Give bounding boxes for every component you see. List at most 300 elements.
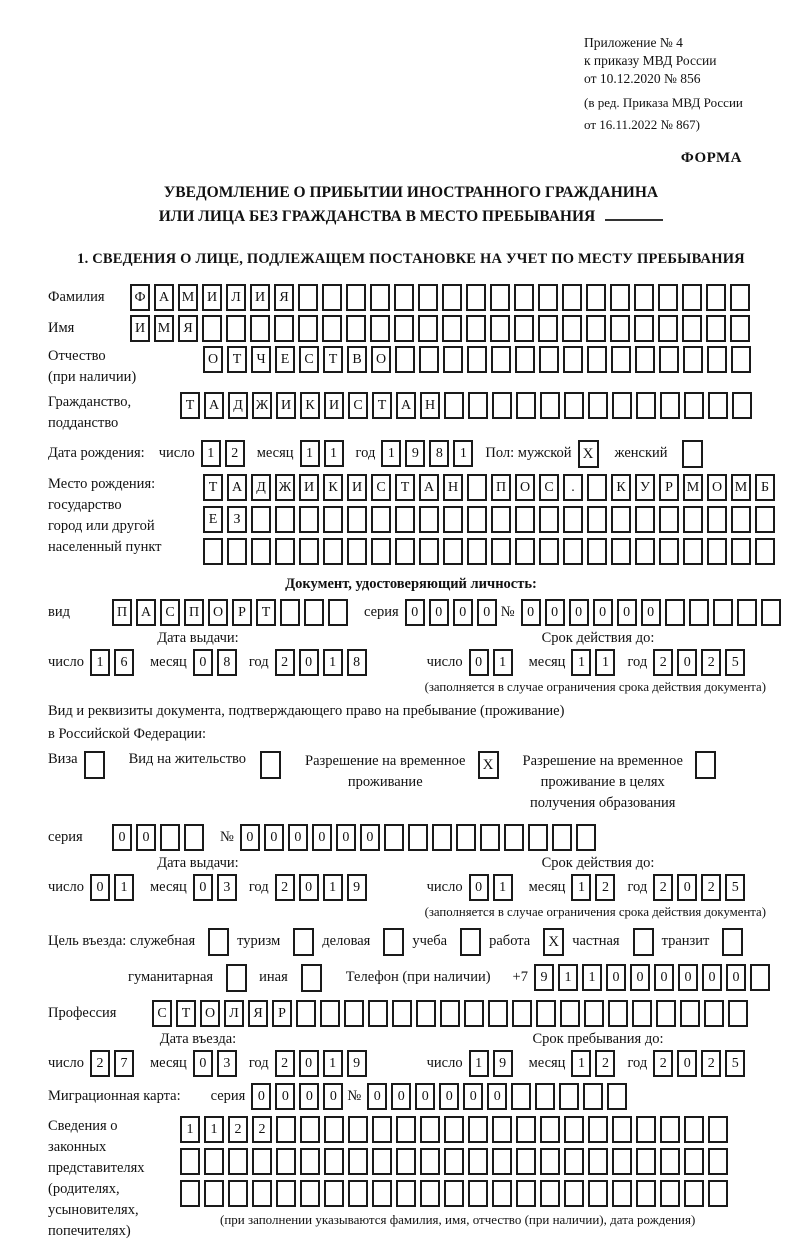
char-box[interactable]: Е	[275, 346, 295, 373]
female-checkbox[interactable]	[682, 440, 703, 468]
char-box[interactable]: П	[491, 474, 511, 501]
char-box[interactable]: 2	[90, 1050, 110, 1077]
char-box[interactable]: 1	[90, 649, 110, 676]
char-box[interactable]	[347, 538, 367, 565]
char-box[interactable]	[730, 315, 750, 342]
humanitarian-checkbox[interactable]	[226, 964, 247, 992]
char-box[interactable]	[562, 315, 582, 342]
char-box[interactable]	[708, 1180, 728, 1207]
char-box[interactable]	[588, 1148, 608, 1175]
char-box[interactable]: Р	[272, 1000, 292, 1027]
char-box[interactable]	[682, 315, 702, 342]
char-box[interactable]	[683, 346, 703, 373]
char-box[interactable]	[444, 392, 464, 419]
char-box[interactable]: И	[250, 284, 270, 311]
char-box[interactable]: 1	[300, 440, 320, 467]
char-box[interactable]	[466, 284, 486, 311]
char-box[interactable]	[586, 315, 606, 342]
char-box[interactable]: 1	[324, 440, 344, 467]
char-box[interactable]: 2	[653, 649, 673, 676]
char-box[interactable]	[660, 392, 680, 419]
char-box[interactable]	[516, 1180, 536, 1207]
char-box[interactable]	[444, 1148, 464, 1175]
char-box[interactable]	[588, 392, 608, 419]
char-box[interactable]	[635, 538, 655, 565]
char-box[interactable]	[419, 346, 439, 373]
char-box[interactable]: 1	[493, 874, 513, 901]
private-checkbox[interactable]	[633, 928, 654, 956]
char-box[interactable]	[492, 1148, 512, 1175]
char-box[interactable]	[732, 392, 752, 419]
char-box[interactable]	[444, 1180, 464, 1207]
char-box[interactable]: Д	[228, 392, 248, 419]
char-box[interactable]	[396, 1180, 416, 1207]
char-box[interactable]	[684, 1148, 704, 1175]
char-box[interactable]	[559, 1083, 579, 1110]
char-box[interactable]: 2	[225, 440, 245, 467]
char-box[interactable]: 0	[405, 599, 425, 626]
char-box[interactable]	[750, 964, 770, 991]
char-box[interactable]: А	[396, 392, 416, 419]
char-box[interactable]	[419, 538, 439, 565]
char-box[interactable]: 2	[275, 874, 295, 901]
char-box[interactable]: Б	[755, 474, 775, 501]
char-box[interactable]: 1	[595, 649, 615, 676]
char-box[interactable]	[464, 1000, 484, 1027]
char-box[interactable]: 5	[725, 649, 745, 676]
char-box[interactable]	[468, 392, 488, 419]
char-box[interactable]	[635, 346, 655, 373]
char-box[interactable]	[228, 1180, 248, 1207]
char-box[interactable]	[707, 346, 727, 373]
char-box[interactable]	[468, 1148, 488, 1175]
char-box[interactable]: 2	[701, 1050, 721, 1077]
char-box[interactable]	[344, 1000, 364, 1027]
char-box[interactable]: 9	[347, 874, 367, 901]
char-box[interactable]: М	[731, 474, 751, 501]
char-box[interactable]	[552, 824, 572, 851]
char-box[interactable]	[396, 1148, 416, 1175]
char-box[interactable]	[539, 538, 559, 565]
char-box[interactable]	[683, 506, 703, 533]
char-box[interactable]: Я	[248, 1000, 268, 1027]
char-box[interactable]: 0	[193, 1050, 213, 1077]
char-box[interactable]	[761, 599, 781, 626]
char-box[interactable]: К	[300, 392, 320, 419]
char-box[interactable]	[540, 1116, 560, 1143]
char-box[interactable]	[420, 1180, 440, 1207]
char-box[interactable]: П	[184, 599, 204, 626]
business-checkbox[interactable]	[383, 928, 404, 956]
char-box[interactable]: А	[204, 392, 224, 419]
char-box[interactable]	[713, 599, 733, 626]
char-box[interactable]	[328, 599, 348, 626]
char-box[interactable]: Т	[395, 474, 415, 501]
char-box[interactable]: 1	[323, 874, 343, 901]
char-box[interactable]	[298, 315, 318, 342]
char-box[interactable]	[586, 284, 606, 311]
char-box[interactable]: У	[635, 474, 655, 501]
char-box[interactable]: 0	[275, 1083, 295, 1110]
temp-residence-checkbox[interactable]: X	[478, 751, 499, 779]
char-box[interactable]: Р	[659, 474, 679, 501]
char-box[interactable]	[730, 284, 750, 311]
char-box[interactable]: 0	[630, 964, 650, 991]
char-box[interactable]: О	[208, 599, 228, 626]
char-box[interactable]: 2	[275, 649, 295, 676]
char-box[interactable]	[659, 346, 679, 373]
char-box[interactable]	[298, 284, 318, 311]
char-box[interactable]: 2	[595, 1050, 615, 1077]
char-box[interactable]	[442, 284, 462, 311]
char-box[interactable]	[636, 392, 656, 419]
char-box[interactable]	[346, 284, 366, 311]
char-box[interactable]	[514, 315, 534, 342]
char-box[interactable]	[322, 315, 342, 342]
char-box[interactable]	[274, 315, 294, 342]
char-box[interactable]: 0	[477, 599, 497, 626]
char-box[interactable]	[636, 1148, 656, 1175]
char-box[interactable]: Я	[178, 315, 198, 342]
char-box[interactable]: 0	[463, 1083, 483, 1110]
char-box[interactable]	[587, 538, 607, 565]
char-box[interactable]: А	[419, 474, 439, 501]
char-box[interactable]	[204, 1148, 224, 1175]
char-box[interactable]	[665, 599, 685, 626]
char-box[interactable]	[228, 1148, 248, 1175]
char-box[interactable]: П	[112, 599, 132, 626]
char-box[interactable]	[491, 538, 511, 565]
transit-checkbox[interactable]	[722, 928, 743, 956]
char-box[interactable]	[299, 538, 319, 565]
char-box[interactable]	[384, 824, 404, 851]
char-box[interactable]: 0	[360, 824, 380, 851]
char-box[interactable]	[468, 1116, 488, 1143]
char-box[interactable]: Е	[203, 506, 223, 533]
char-box[interactable]: 0	[288, 824, 308, 851]
char-box[interactable]	[370, 284, 390, 311]
char-box[interactable]	[323, 506, 343, 533]
char-box[interactable]	[480, 824, 500, 851]
char-box[interactable]	[634, 315, 654, 342]
char-box[interactable]: Д	[251, 474, 271, 501]
char-box[interactable]: 0	[112, 824, 132, 851]
char-box[interactable]	[755, 538, 775, 565]
char-box[interactable]	[250, 315, 270, 342]
char-box[interactable]: 1	[571, 649, 591, 676]
char-box[interactable]	[583, 1083, 603, 1110]
char-box[interactable]	[588, 1116, 608, 1143]
char-box[interactable]	[251, 538, 271, 565]
char-box[interactable]	[467, 346, 487, 373]
char-box[interactable]: 1	[558, 964, 578, 991]
char-box[interactable]	[704, 1000, 724, 1027]
char-box[interactable]	[540, 392, 560, 419]
char-box[interactable]	[504, 824, 524, 851]
char-box[interactable]	[611, 506, 631, 533]
char-box[interactable]	[418, 284, 438, 311]
char-box[interactable]: 1	[493, 649, 513, 676]
char-box[interactable]	[563, 538, 583, 565]
char-box[interactable]	[467, 538, 487, 565]
char-box[interactable]: 2	[252, 1116, 272, 1143]
char-box[interactable]	[584, 1000, 604, 1027]
char-box[interactable]	[737, 599, 757, 626]
char-box[interactable]: 0	[312, 824, 332, 851]
char-box[interactable]: 0	[617, 599, 637, 626]
char-box[interactable]: Ж	[275, 474, 295, 501]
char-box[interactable]	[348, 1148, 368, 1175]
char-box[interactable]: А	[227, 474, 247, 501]
char-box[interactable]: Т	[323, 346, 343, 373]
char-box[interactable]	[515, 346, 535, 373]
char-box[interactable]: 0	[193, 874, 213, 901]
char-box[interactable]	[456, 824, 476, 851]
char-box[interactable]	[731, 538, 751, 565]
char-box[interactable]: 0	[521, 599, 541, 626]
char-box[interactable]	[419, 506, 439, 533]
char-box[interactable]	[514, 284, 534, 311]
char-box[interactable]: 0	[569, 599, 589, 626]
char-box[interactable]: 6	[114, 649, 134, 676]
char-box[interactable]	[535, 1083, 555, 1110]
char-box[interactable]	[443, 538, 463, 565]
char-box[interactable]	[346, 315, 366, 342]
char-box[interactable]: Т	[372, 392, 392, 419]
char-box[interactable]: 8	[429, 440, 449, 467]
char-box[interactable]: Т	[203, 474, 223, 501]
char-box[interactable]	[538, 284, 558, 311]
char-box[interactable]: С	[371, 474, 391, 501]
char-box[interactable]	[707, 538, 727, 565]
char-box[interactable]	[563, 346, 583, 373]
char-box[interactable]	[636, 1180, 656, 1207]
char-box[interactable]	[540, 1148, 560, 1175]
char-box[interactable]: 0	[439, 1083, 459, 1110]
char-box[interactable]	[658, 284, 678, 311]
char-box[interactable]: 9	[405, 440, 425, 467]
char-box[interactable]: 0	[606, 964, 626, 991]
char-box[interactable]	[372, 1148, 392, 1175]
char-box[interactable]	[511, 1083, 531, 1110]
char-box[interactable]	[611, 538, 631, 565]
char-box[interactable]	[276, 1116, 296, 1143]
char-box[interactable]	[227, 538, 247, 565]
char-box[interactable]: 3	[217, 874, 237, 901]
residence-permit-checkbox[interactable]	[260, 751, 281, 779]
char-box[interactable]	[418, 315, 438, 342]
char-box[interactable]: 0	[90, 874, 110, 901]
char-box[interactable]	[659, 538, 679, 565]
char-box[interactable]: Л	[226, 284, 246, 311]
char-box[interactable]	[612, 392, 632, 419]
char-box[interactable]: Ж	[252, 392, 272, 419]
char-box[interactable]	[515, 506, 535, 533]
char-box[interactable]: 0	[678, 964, 698, 991]
char-box[interactable]: 1	[469, 1050, 489, 1077]
char-box[interactable]	[348, 1180, 368, 1207]
work-checkbox[interactable]: X	[543, 928, 564, 956]
char-box[interactable]	[468, 1180, 488, 1207]
char-box[interactable]	[443, 506, 463, 533]
char-box[interactable]: 1	[323, 649, 343, 676]
char-box[interactable]: 1	[204, 1116, 224, 1143]
char-box[interactable]	[536, 1000, 556, 1027]
char-box[interactable]	[684, 392, 704, 419]
char-box[interactable]: О	[371, 346, 391, 373]
char-box[interactable]	[731, 506, 751, 533]
char-box[interactable]	[324, 1148, 344, 1175]
char-box[interactable]: О	[707, 474, 727, 501]
purpose-official-checkbox[interactable]	[208, 928, 229, 956]
char-box[interactable]: 0	[469, 874, 489, 901]
char-box[interactable]	[444, 1116, 464, 1143]
char-box[interactable]: И	[130, 315, 150, 342]
other-checkbox[interactable]	[301, 964, 322, 992]
char-box[interactable]	[490, 284, 510, 311]
char-box[interactable]: 0	[336, 824, 356, 851]
char-box[interactable]	[226, 315, 246, 342]
char-box[interactable]: Т	[227, 346, 247, 373]
char-box[interactable]	[755, 506, 775, 533]
char-box[interactable]: С	[152, 1000, 172, 1027]
char-box[interactable]: 1	[114, 874, 134, 901]
char-box[interactable]	[684, 1180, 704, 1207]
char-box[interactable]: И	[276, 392, 296, 419]
char-box[interactable]	[516, 1148, 536, 1175]
char-box[interactable]: 9	[534, 964, 554, 991]
char-box[interactable]	[636, 1116, 656, 1143]
char-box[interactable]	[372, 1116, 392, 1143]
char-box[interactable]	[204, 1180, 224, 1207]
char-box[interactable]	[491, 506, 511, 533]
char-box[interactable]	[467, 506, 487, 533]
char-box[interactable]	[280, 599, 300, 626]
char-box[interactable]: 2	[701, 649, 721, 676]
char-box[interactable]	[300, 1116, 320, 1143]
char-box[interactable]: С	[348, 392, 368, 419]
char-box[interactable]	[442, 315, 462, 342]
char-box[interactable]: 1	[201, 440, 221, 467]
char-box[interactable]	[563, 506, 583, 533]
char-box[interactable]: Л	[224, 1000, 244, 1027]
char-box[interactable]	[515, 538, 535, 565]
char-box[interactable]: Ф	[130, 284, 150, 311]
char-box[interactable]: Т	[180, 392, 200, 419]
char-box[interactable]	[492, 1180, 512, 1207]
char-box[interactable]: 0	[469, 649, 489, 676]
char-box[interactable]: 9	[493, 1050, 513, 1077]
char-box[interactable]: 0	[299, 1050, 319, 1077]
char-box[interactable]	[607, 1083, 627, 1110]
char-box[interactable]	[300, 1148, 320, 1175]
char-box[interactable]: 1	[453, 440, 473, 467]
char-box[interactable]: 0	[677, 649, 697, 676]
char-box[interactable]	[488, 1000, 508, 1027]
char-box[interactable]	[683, 538, 703, 565]
char-box[interactable]: И	[299, 474, 319, 501]
char-box[interactable]: 0	[677, 874, 697, 901]
char-box[interactable]: 1	[571, 874, 591, 901]
char-box[interactable]	[492, 392, 512, 419]
char-box[interactable]: И	[324, 392, 344, 419]
char-box[interactable]: 0	[677, 1050, 697, 1077]
char-box[interactable]	[656, 1000, 676, 1027]
char-box[interactable]	[539, 506, 559, 533]
char-box[interactable]: М	[683, 474, 703, 501]
char-box[interactable]	[538, 315, 558, 342]
char-box[interactable]	[408, 824, 428, 851]
char-box[interactable]: 2	[275, 1050, 295, 1077]
char-box[interactable]	[395, 538, 415, 565]
char-box[interactable]	[160, 824, 180, 851]
char-box[interactable]	[395, 506, 415, 533]
char-box[interactable]: 0	[136, 824, 156, 851]
char-box[interactable]	[275, 506, 295, 533]
char-box[interactable]	[491, 346, 511, 373]
char-box[interactable]	[564, 1180, 584, 1207]
char-box[interactable]	[612, 1116, 632, 1143]
char-box[interactable]: 0	[323, 1083, 343, 1110]
char-box[interactable]	[276, 1180, 296, 1207]
char-box[interactable]: 0	[545, 599, 565, 626]
study-checkbox[interactable]	[460, 928, 481, 956]
char-box[interactable]: 0	[391, 1083, 411, 1110]
char-box[interactable]: Н	[443, 474, 463, 501]
char-box[interactable]: С	[299, 346, 319, 373]
char-box[interactable]	[296, 1000, 316, 1027]
char-box[interactable]	[564, 1148, 584, 1175]
char-box[interactable]	[512, 1000, 532, 1027]
char-box[interactable]	[368, 1000, 388, 1027]
char-box[interactable]	[611, 346, 631, 373]
char-box[interactable]	[634, 284, 654, 311]
char-box[interactable]: 0	[453, 599, 473, 626]
char-box[interactable]: 1	[582, 964, 602, 991]
char-box[interactable]: 0	[299, 874, 319, 901]
char-box[interactable]	[395, 346, 415, 373]
char-box[interactable]: 2	[701, 874, 721, 901]
char-box[interactable]	[300, 1180, 320, 1207]
char-box[interactable]	[180, 1180, 200, 1207]
char-box[interactable]	[180, 1148, 200, 1175]
char-box[interactable]	[394, 284, 414, 311]
char-box[interactable]	[610, 284, 630, 311]
char-box[interactable]	[706, 284, 726, 311]
char-box[interactable]	[708, 1148, 728, 1175]
char-box[interactable]: 2	[228, 1116, 248, 1143]
char-box[interactable]	[371, 506, 391, 533]
char-box[interactable]: 0	[299, 1083, 319, 1110]
char-box[interactable]	[440, 1000, 460, 1027]
char-box[interactable]: 1	[381, 440, 401, 467]
char-box[interactable]	[588, 1180, 608, 1207]
char-box[interactable]	[324, 1116, 344, 1143]
char-box[interactable]	[252, 1148, 272, 1175]
char-box[interactable]	[252, 1180, 272, 1207]
char-box[interactable]	[323, 538, 343, 565]
char-box[interactable]	[396, 1116, 416, 1143]
char-box[interactable]	[660, 1116, 680, 1143]
char-box[interactable]: С	[539, 474, 559, 501]
char-box[interactable]: В	[347, 346, 367, 373]
char-box[interactable]	[202, 315, 222, 342]
char-box[interactable]: 0	[429, 599, 449, 626]
char-box[interactable]	[564, 1116, 584, 1143]
char-box[interactable]	[708, 392, 728, 419]
char-box[interactable]: 0	[702, 964, 722, 991]
char-box[interactable]: М	[178, 284, 198, 311]
